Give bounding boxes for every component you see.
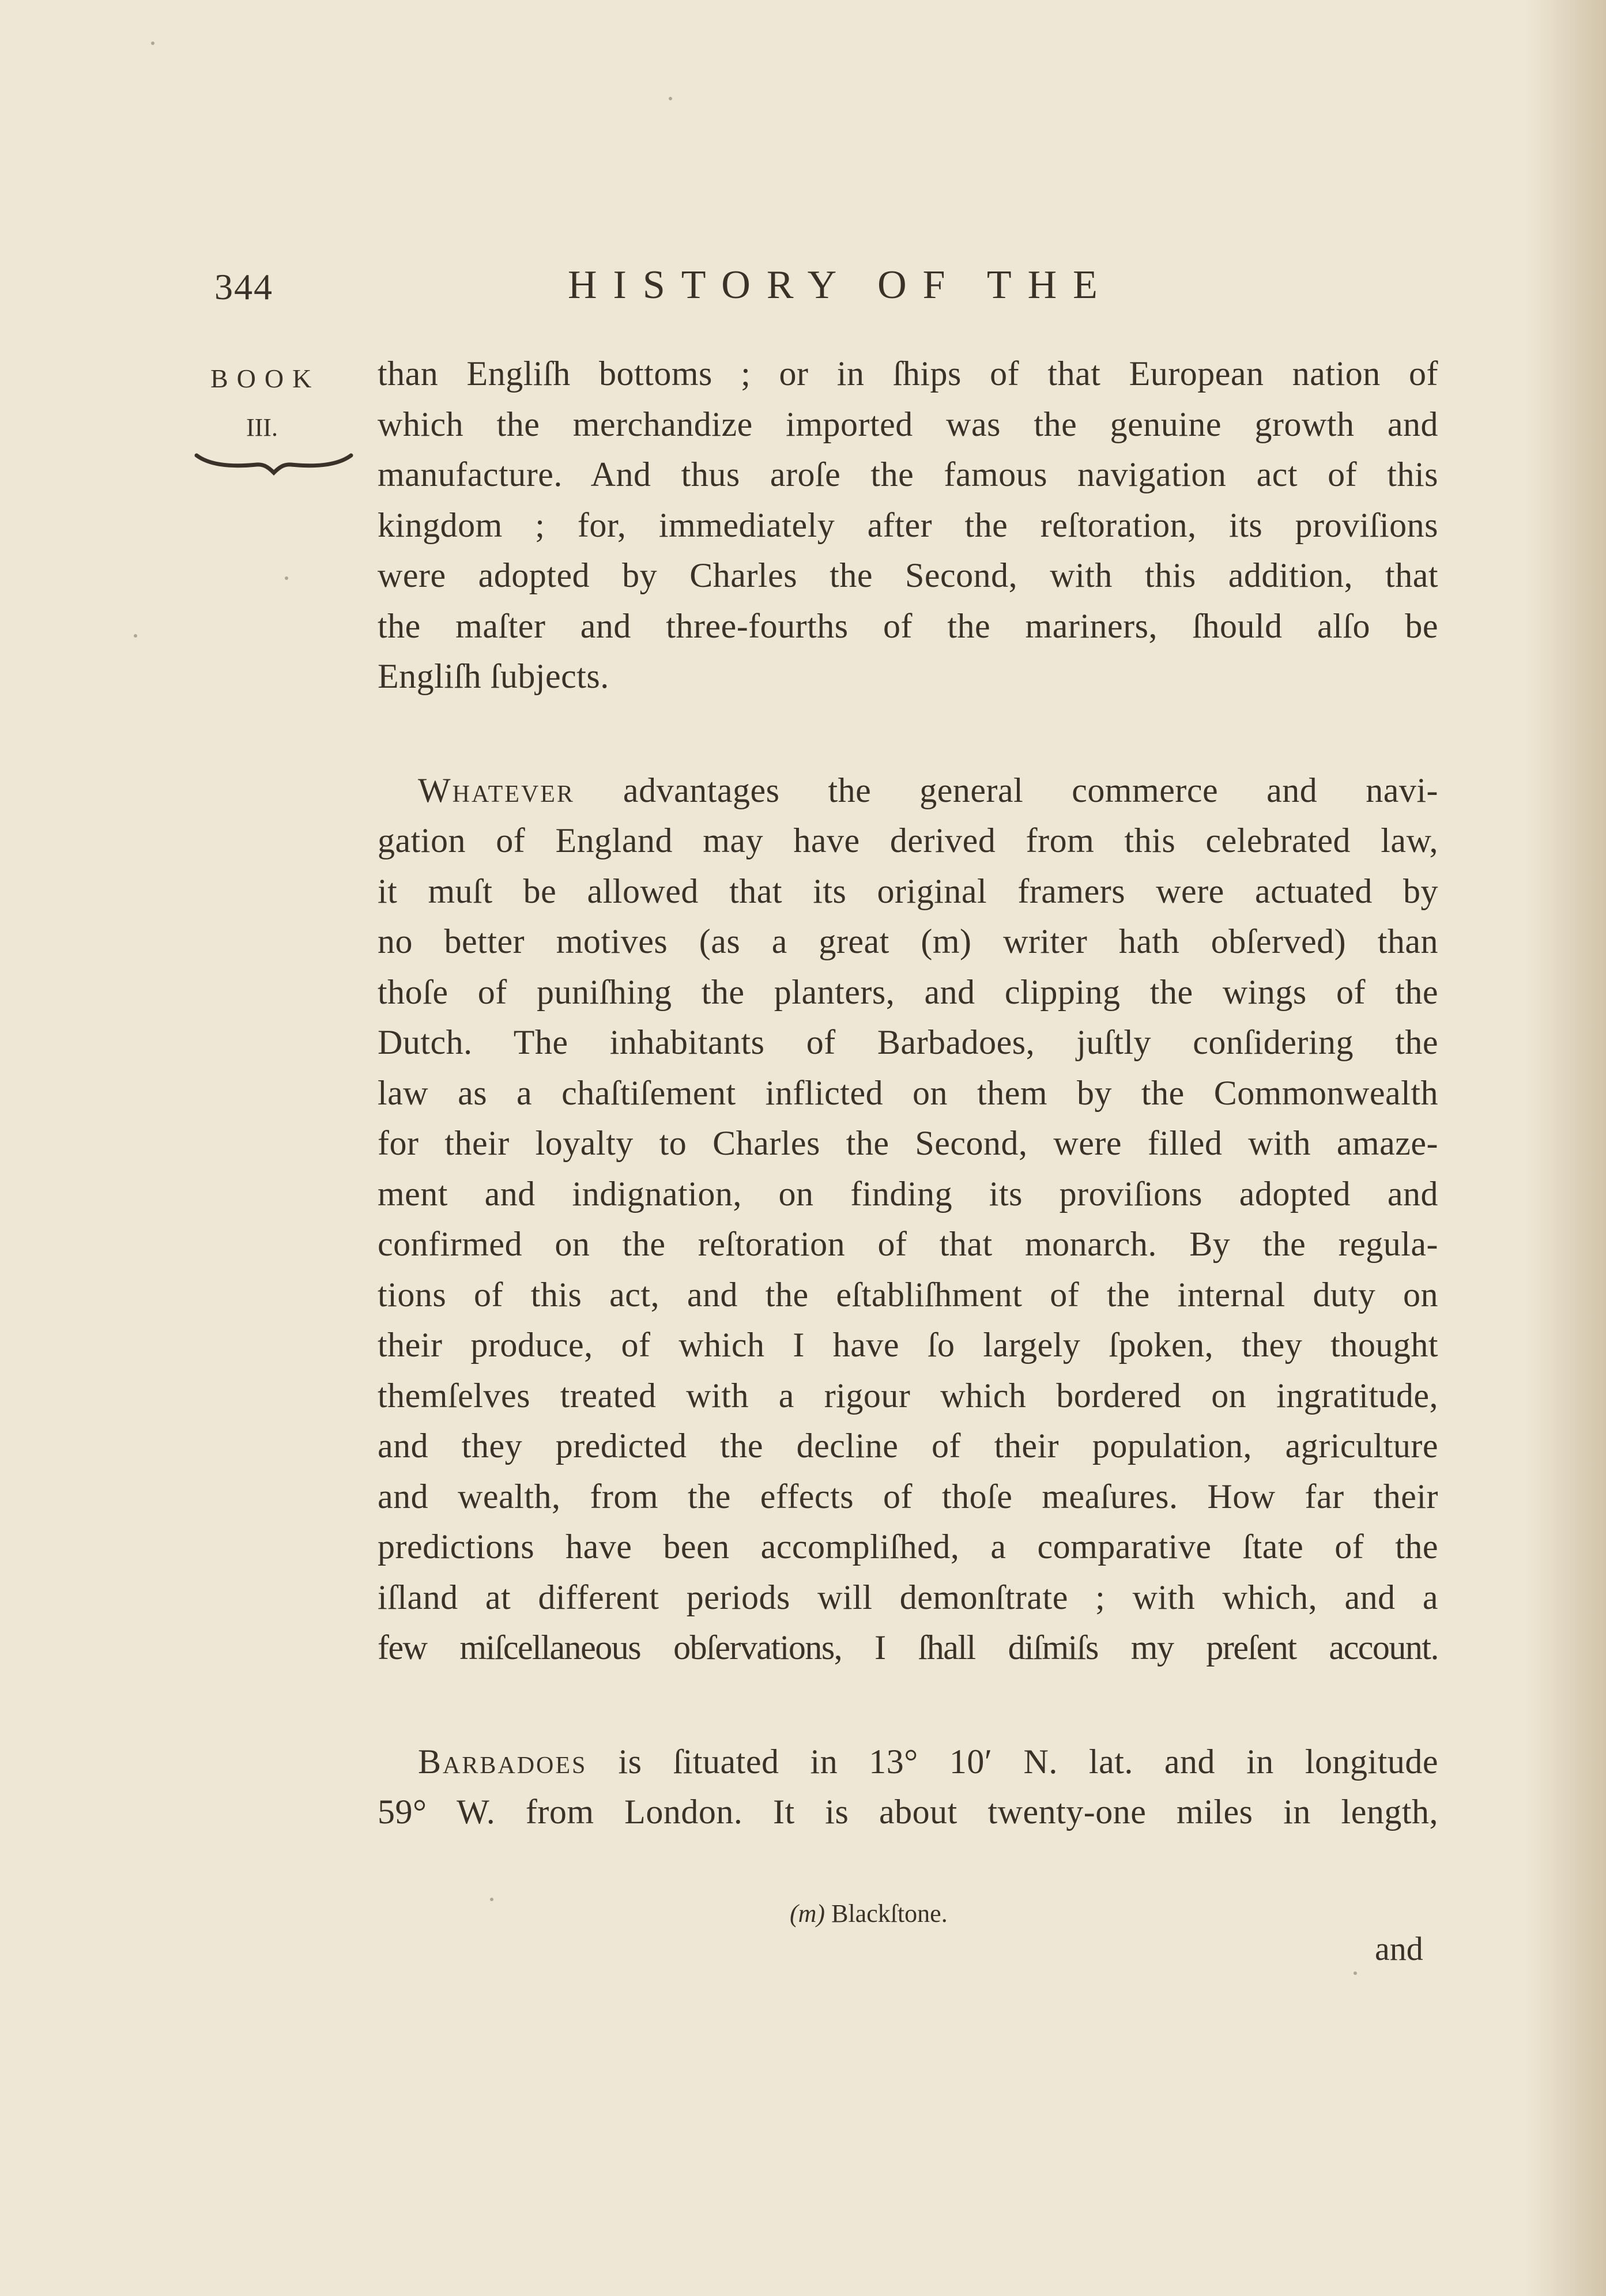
text-line: tions of this act, and the eſtabliſhment of the internal duty on xyxy=(378,1275,1438,1314)
text-line: their produce, of which I have ſo largely ſpoken, they thought xyxy=(378,1326,1438,1364)
paragraph-2 xyxy=(378,766,1438,1673)
book-label: BOOK xyxy=(210,364,321,393)
text-line: iſland at different periods will demonſtrate ; with which, and a xyxy=(378,1578,1438,1616)
paper-speck xyxy=(134,634,137,638)
text-line: 59° W. from London. It is about twenty-one miles in length, xyxy=(378,1793,1438,1831)
paper-speck xyxy=(1354,1971,1357,1975)
paragraph-3 xyxy=(378,1737,1438,1838)
text-line xyxy=(378,766,1438,816)
footnote-mark: (m) xyxy=(790,1899,825,1928)
text-line: Engliſh ſubjects. xyxy=(378,657,609,695)
text-line: few miſcellaneous obſervations, I ſhall diſmiſs my preſent account. xyxy=(378,1628,1438,1667)
text-line: confirmed on the reſtoration of that monarch. By the regula- xyxy=(378,1225,1438,1263)
text-line xyxy=(378,1737,1438,1788)
paper-speck xyxy=(490,1898,493,1901)
paper-speck xyxy=(285,576,288,580)
text-line: law as a chaſtiſement inflicted on them by the Commonwealth xyxy=(378,1073,1438,1112)
text-line: gation of England may have derived from this celebrated law, xyxy=(378,821,1438,859)
margin-book-note xyxy=(193,362,355,483)
text-fragment: is ſituated in 13° 10′ N. lat. and in longitude xyxy=(587,1742,1438,1781)
body-text xyxy=(378,349,1438,1838)
text-line: manufacture. And thus aroſe the famous navigation act of this xyxy=(378,455,1438,493)
text-line: Dutch. The inhabitants of Barbadoes, juſtly conſidering the xyxy=(378,1023,1438,1061)
paragraph-lead-word: Barbadoes xyxy=(418,1742,587,1781)
footnote xyxy=(790,1901,948,1926)
paragraph-gap xyxy=(378,702,1438,766)
text-line: than Engliſh bottoms ; or in ſhips of that European nation of xyxy=(378,355,1438,393)
text-line: and wealth, from the effects of thoſe meaſures. How far their xyxy=(378,1477,1438,1515)
text-line: predictions have been accompliſhed, a comparative ſtate of the xyxy=(378,1528,1438,1566)
text-line: for their loyalty to Charles the Second, were filled with amaze- xyxy=(378,1124,1438,1162)
text-line: kingdom ; for, immediately after the reſtoration, its proviſions xyxy=(378,506,1438,544)
text-fragment: advantages the general commerce and navi- xyxy=(574,771,1438,809)
text-line: it muſt be allowed that its original framers were actuated by xyxy=(378,872,1438,910)
book-number: III. xyxy=(246,413,278,442)
page-number: 344 xyxy=(214,266,273,307)
paragraph-1 xyxy=(378,349,1438,702)
text-line: which the merchandize imported was the genuine growth and xyxy=(378,405,1438,443)
paragraph-lead-word: Whatever xyxy=(418,771,575,809)
footnote-text: Blackſtone. xyxy=(825,1899,948,1928)
text-line: themſelves treated with a rigour which bordered on ingratitude, xyxy=(378,1376,1438,1415)
text-line: the maſter and three-fourths of the mariners, ſhould alſo be xyxy=(378,606,1438,645)
running-head xyxy=(0,0,1606,346)
text-line: ment and indignation, on finding its proviſions adopted and xyxy=(378,1174,1438,1213)
text-line: and they predicted the decline of their population, agriculture xyxy=(378,1427,1438,1465)
text-line: were adopted by Charles the Second, with this addition, that xyxy=(378,556,1438,594)
catchword: and xyxy=(1375,1930,1423,1967)
running-title: HISTORY OF THE xyxy=(568,263,1114,307)
paper-speck xyxy=(669,97,672,100)
brace-icon xyxy=(193,447,355,476)
text-line: no better motives (as a great (m) writer hath obſerved) than xyxy=(378,922,1438,960)
text-line: thoſe of puniſhing the planters, and clipping the wings of the xyxy=(378,972,1438,1011)
paragraph-gap xyxy=(378,1673,1438,1737)
paper-speck xyxy=(151,42,154,45)
